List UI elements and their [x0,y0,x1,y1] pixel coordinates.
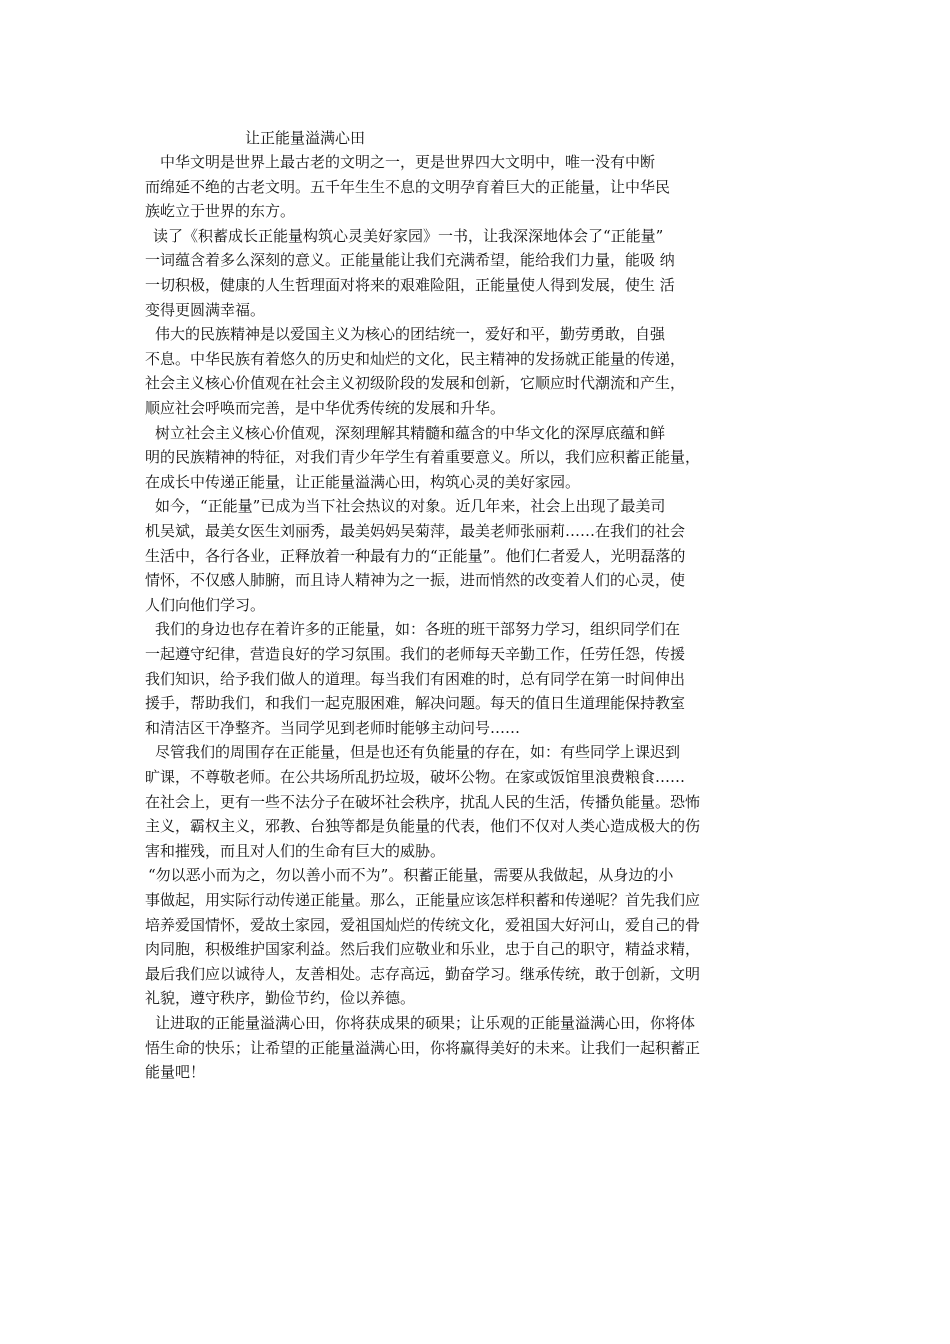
text-line: 培养爱国情怀，爱故土家园，爱祖国灿烂的传统文化，爱祖国大好河山，爱自己的骨 [145,915,701,934]
text-line: 害和摧残，而且对人们的生命有巨大的威胁。 [145,841,446,860]
text-line: 明的民族精神的特征，对我们青少年学生有着重要意义。所以，我们应积蓄正能量， [145,448,701,467]
text-line: 能量吧！ [145,1063,206,1082]
text-line: 在成长中传递正能量，让正能量溢满心田，构筑心灵的美好家园。 [145,472,581,491]
text-line: 我们知识，给予我们做人的道理。每当我们有困难的时，总有同学在第一时间伸出 [145,669,686,688]
text-line: 和清洁区干净整齐。当同学见到老师时能够主动问号…… [145,718,521,737]
text-line: 社会主义核心价值观在社会主义初级阶段的发展和创新，它顺应时代潮流和产生， [145,374,686,393]
text-line: 变得更圆满幸福。 [145,300,266,319]
text-line: 最后我们应以诚待人，友善相处。志存高远，勤奋学习。继承传统，敢于创新，文明 [145,964,701,983]
text-line: 一切积极，健康的人生哲理面对将来的艰难险阻，正能量使人得到发展，使生 活 [145,276,675,294]
document-title: 让正能量溢满心田 [245,129,366,147]
text-line: 顺应社会呼唤而完善，是中华优秀传统的发展和升华。 [145,399,506,417]
text-line: 礼貌，遵守秩序，勤俭节约，俭以养德。 [145,989,416,1008]
text-line: 而绵延不绝的古老文明。五千年生生不息的文明孕育着巨大的正能量，让中华民 [145,177,671,196]
text-line: 主义，霸权主义，邪教、台独等都是负能量的代表，他们不仅对人类心造成极大的伤 [145,817,701,836]
text-line: 在社会上，更有一些不法分子在破坏社会秩序，扰乱人民的生活，传播负能量。恐怖 [145,792,701,811]
text-line: 援手，帮助我们，和我们一起克服困难，解决问题。每天的值日生道理能保持教室 [145,694,686,713]
text-line: 尽管我们的周围存在正能量，但是也还有负能量的存在，如：有些同学上课迟到 [155,743,681,762]
text-line: 一起遵守纪律，营造良好的学习氛围。我们的老师每天辛勤工作，任劳任怨，传援 [145,645,686,663]
text-line: 中华文明是世界上最古老的文明之一，更是世界四大文明中，唯一没有中断 [160,153,656,171]
text-line: 悟生命的快乐；让希望的正能量溢满心田，你将赢得美好的未来。让我们一起积蓄正 [145,1038,701,1057]
text-line: “勿以恶小而为之，勿以善小而不为”。积蓄正能量，需要从我做起，从身边的小 [148,866,674,885]
text-line: 让进取的正能量溢满心田，你将获成果的硕果；让乐观的正能量溢满心田，你将体 [155,1014,696,1032]
text-line: 肉同胞，积极维护国家利益。然后我们应敬业和乐业，忠于自己的职守，精益求精， [145,940,701,959]
text-line: 人们向他们学习。 [145,595,266,614]
text-line: 伟大的民族精神是以爱国主义为核心的团结统一，爱好和平，勤劳勇敢，自强 [155,325,666,344]
text-line: 不息。中华民族有着悠久的历史和灿烂的文化，民主精神的发扬就正能量的传递， [145,349,686,368]
text-line: 旷课，不尊敬老师。在公共场所乱扔垃圾，破坏公物。在家或饭馆里浪费粮食…… [145,768,686,786]
text-line: 读了《积蓄成长正能量构筑心灵美好家园》一书，让我深深地体会了“正能量” [153,226,664,245]
text-line: 族屹立于世界的东方。 [145,202,296,221]
text-line: 情怀，不仅感人肺腑，而且诗人精神为之一振，进而悄然的改变着人们的心灵，使 [145,571,686,590]
text-line: 树立社会主义核心价值观，深刻理解其精髓和蕴含的中华文化的深厚底蕴和鲜 [155,423,666,442]
text-line: 如今，“正能量”已成为当下社会热议的对象。近几年来，社会上出现了最美司 [155,497,666,516]
text-line: 我们的身边也存在着许多的正能量，如：各班的班干部努力学习，组织同学们在 [155,620,681,639]
text-line: 机吴斌，最美女医生刘丽秀，最美妈妈吴菊萍，最美老师张丽莉……在我们的社会 [145,522,686,540]
text-line: 一词蕴含着多么深刻的意义。正能量能让我们充满希望，能给我们力量，能吸 纳 [145,251,675,270]
text-line: 生活中，各行各业，正释放着一种最有力的“正能量”。他们仁者爱人，光明磊落的 [145,546,686,565]
text-line: 事做起，用实际行动传递正能量。那么，正能量应该怎样积蓄和传递呢？首先我们应 [145,891,701,909]
